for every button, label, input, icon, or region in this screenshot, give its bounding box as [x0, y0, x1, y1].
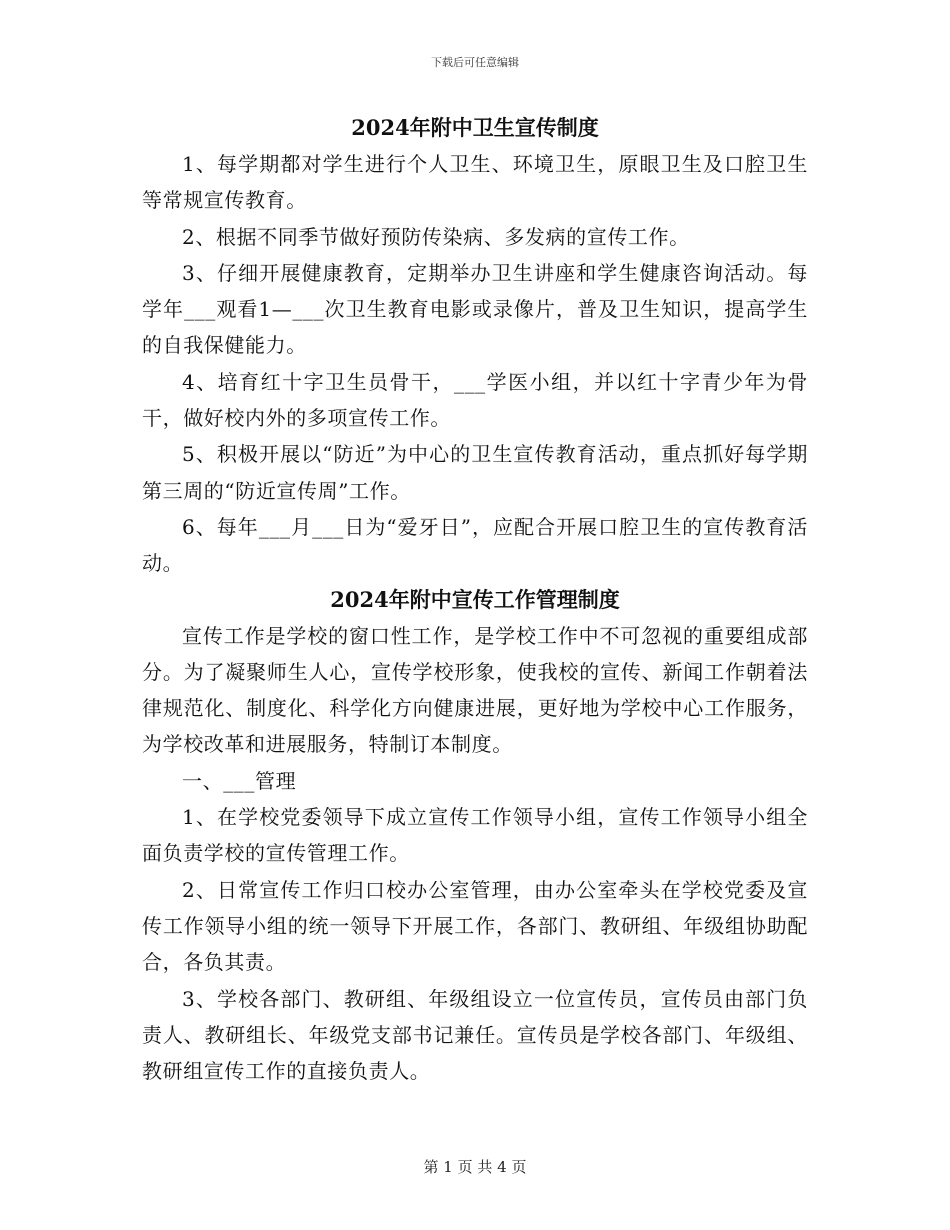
document-body [142, 110, 808, 1089]
paragraph: 4、培育红十字卫生员骨干，___学医小组，并以红十字青少年为骨干，做好校内外的多项宣传工作。 [142, 369, 808, 431]
paragraph: 5、积极开展以“防近”为中心的卫生宣传教育活动，重点抓好每学期第三周的“防近宣传周”工作。 [142, 442, 808, 503]
paragraph: 3、学校各部门、教研组、年级组设立一位宣传员，宣传员由部门负责人、教研组长、年级党支部书记兼任。宣传员是学校各部门、年级组、教研组宣传工作的直接负责人。 [142, 986, 808, 1084]
paragraph: 宣传工作是学校的窗口性工作，是学校工作中不可忽视的重要组成部分。为了凝聚师生人心，宣传学校形象，使我校的宣传、新闻工作朝着法律规范化、制度化、科学化方向健康进展，更好地为学校中心工作服务，为学校改革和进展服务，特制订本制度。 [142, 623, 808, 757]
paragraph: 1、每学期都对学生进行个人卫生、环境卫生，原眼卫生及口腔卫生等常规宣传教育。 [142, 152, 808, 213]
download-note: 下载后可任意编辑 [431, 56, 519, 69]
paragraph: 6、每年___月___日为“爱牙日”，应配合开展口腔卫生的宣传教育活动。 [142, 514, 808, 576]
paragraph: 1、在学校党委领导下成立宣传工作领导小组，宣传工作领导小组全面负责学校的宣传管理工作。 [142, 805, 808, 866]
paragraph: 一、___管理 [182, 768, 297, 793]
section-publicity-management [142, 582, 808, 1090]
paragraph: 3、仔细开展健康教育，定期举办卫生讲座和学生健康咨询活动。每学年___观看1—___次卫生教育电影或录像片，普及卫生知识，提高学生的自我保健能力。 [142, 260, 808, 358]
section-hygiene-publicity [142, 110, 808, 582]
page-number: 第 1 页 共 4 页 [423, 1158, 527, 1176]
section-title: 2024年附中宣传工作管理制度 [330, 586, 620, 612]
section-title: 2024年附中卫生宣传制度 [351, 115, 599, 140]
paragraph: 2、日常宣传工作归口校办公室管理，由办公室牵头在学校党委及宣传工作领导小组的统一领导下开展工作，各部门、教研组、年级组协助配合，各负其责。 [142, 877, 808, 975]
paragraph: 2、根据不同季节做好预防传染病、多发病的宣传工作。 [182, 224, 690, 249]
